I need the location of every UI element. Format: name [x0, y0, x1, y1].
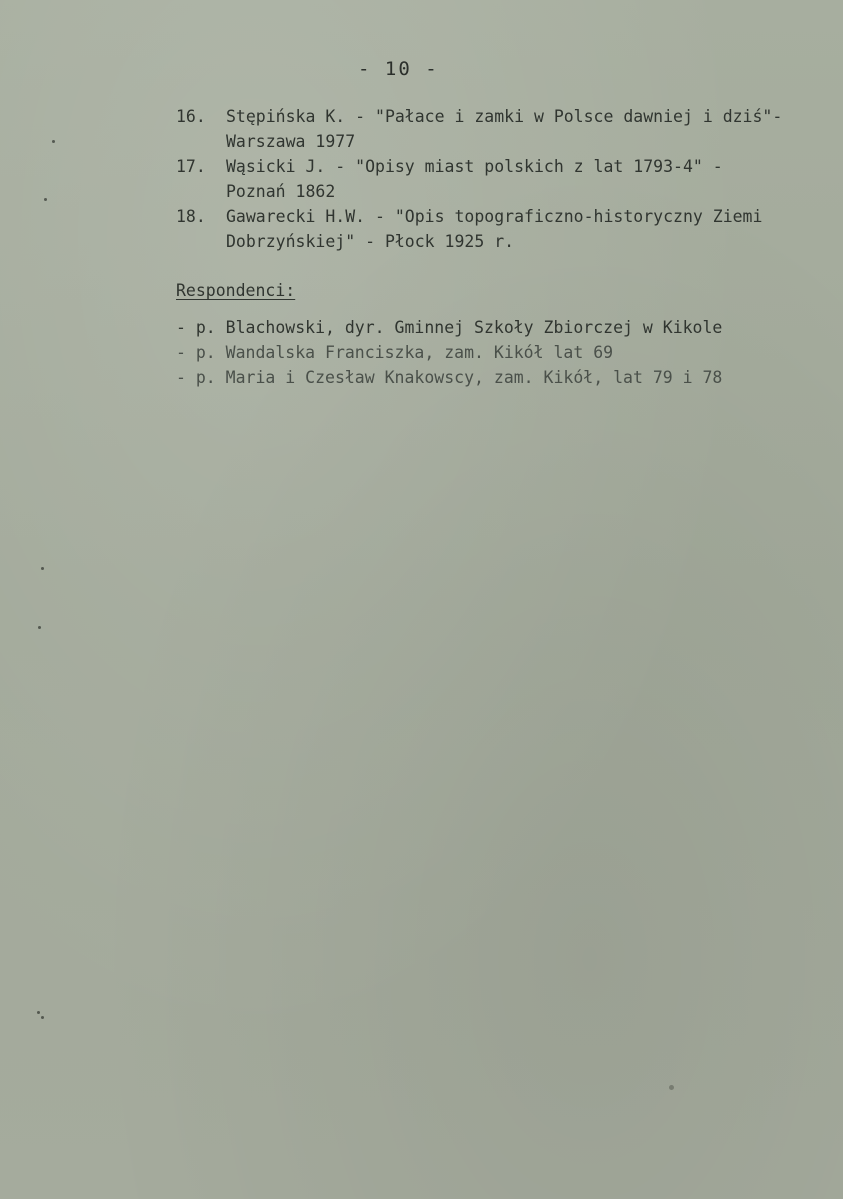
- bibliography-entry: [176, 154, 826, 204]
- respondents-heading: Respondenci:: [176, 281, 296, 300]
- respondent-item: - p. Wandalska Franciszka, zam. Kikół lat 69: [176, 343, 614, 362]
- entry-text: [226, 204, 826, 254]
- entry-text: [226, 154, 826, 204]
- respondent-item: - p. Maria i Czesław Knakowscy, zam. Kikół, lat 79 i 78: [176, 368, 723, 387]
- paper-speck: [44, 198, 47, 201]
- entry-line: Gawarecki H.W. - "Opis topograficzno-historyczny Ziemi: [226, 207, 763, 226]
- entry-number: 18.: [176, 207, 206, 226]
- entry-number: 17.: [176, 157, 206, 176]
- bibliography-list: [176, 104, 826, 254]
- entry-text: [226, 104, 826, 154]
- page-number: - 10 -: [358, 58, 439, 80]
- entry-line: Warszawa 1977: [226, 132, 356, 151]
- entry-line: Poznań 1862: [226, 182, 336, 201]
- paper-speck: [669, 1085, 674, 1090]
- entry-line: Wąsicki J. - "Opisy miast polskich z lat 1793-4" -: [226, 157, 723, 176]
- respondents-list: [176, 315, 816, 390]
- paper-speck: [38, 626, 41, 629]
- bibliography-entry: [176, 204, 826, 254]
- paper-speck: [41, 1016, 44, 1019]
- bibliography-entry: [176, 104, 826, 154]
- entry-number: 16.: [176, 107, 206, 126]
- respondent-item: - p. Blachowski, dyr. Gminnej Szkoły Zbiorczej w Kikole: [176, 318, 723, 337]
- entry-line: Stępińska K. - "Pałace i zamki w Polsce dawniej i dziś"-: [226, 107, 783, 126]
- paper-speck: [41, 567, 44, 570]
- entry-line: Dobrzyńskiej" - Płock 1925 r.: [226, 232, 515, 251]
- paper-speck: [37, 1011, 40, 1014]
- paper-speck: [52, 140, 55, 143]
